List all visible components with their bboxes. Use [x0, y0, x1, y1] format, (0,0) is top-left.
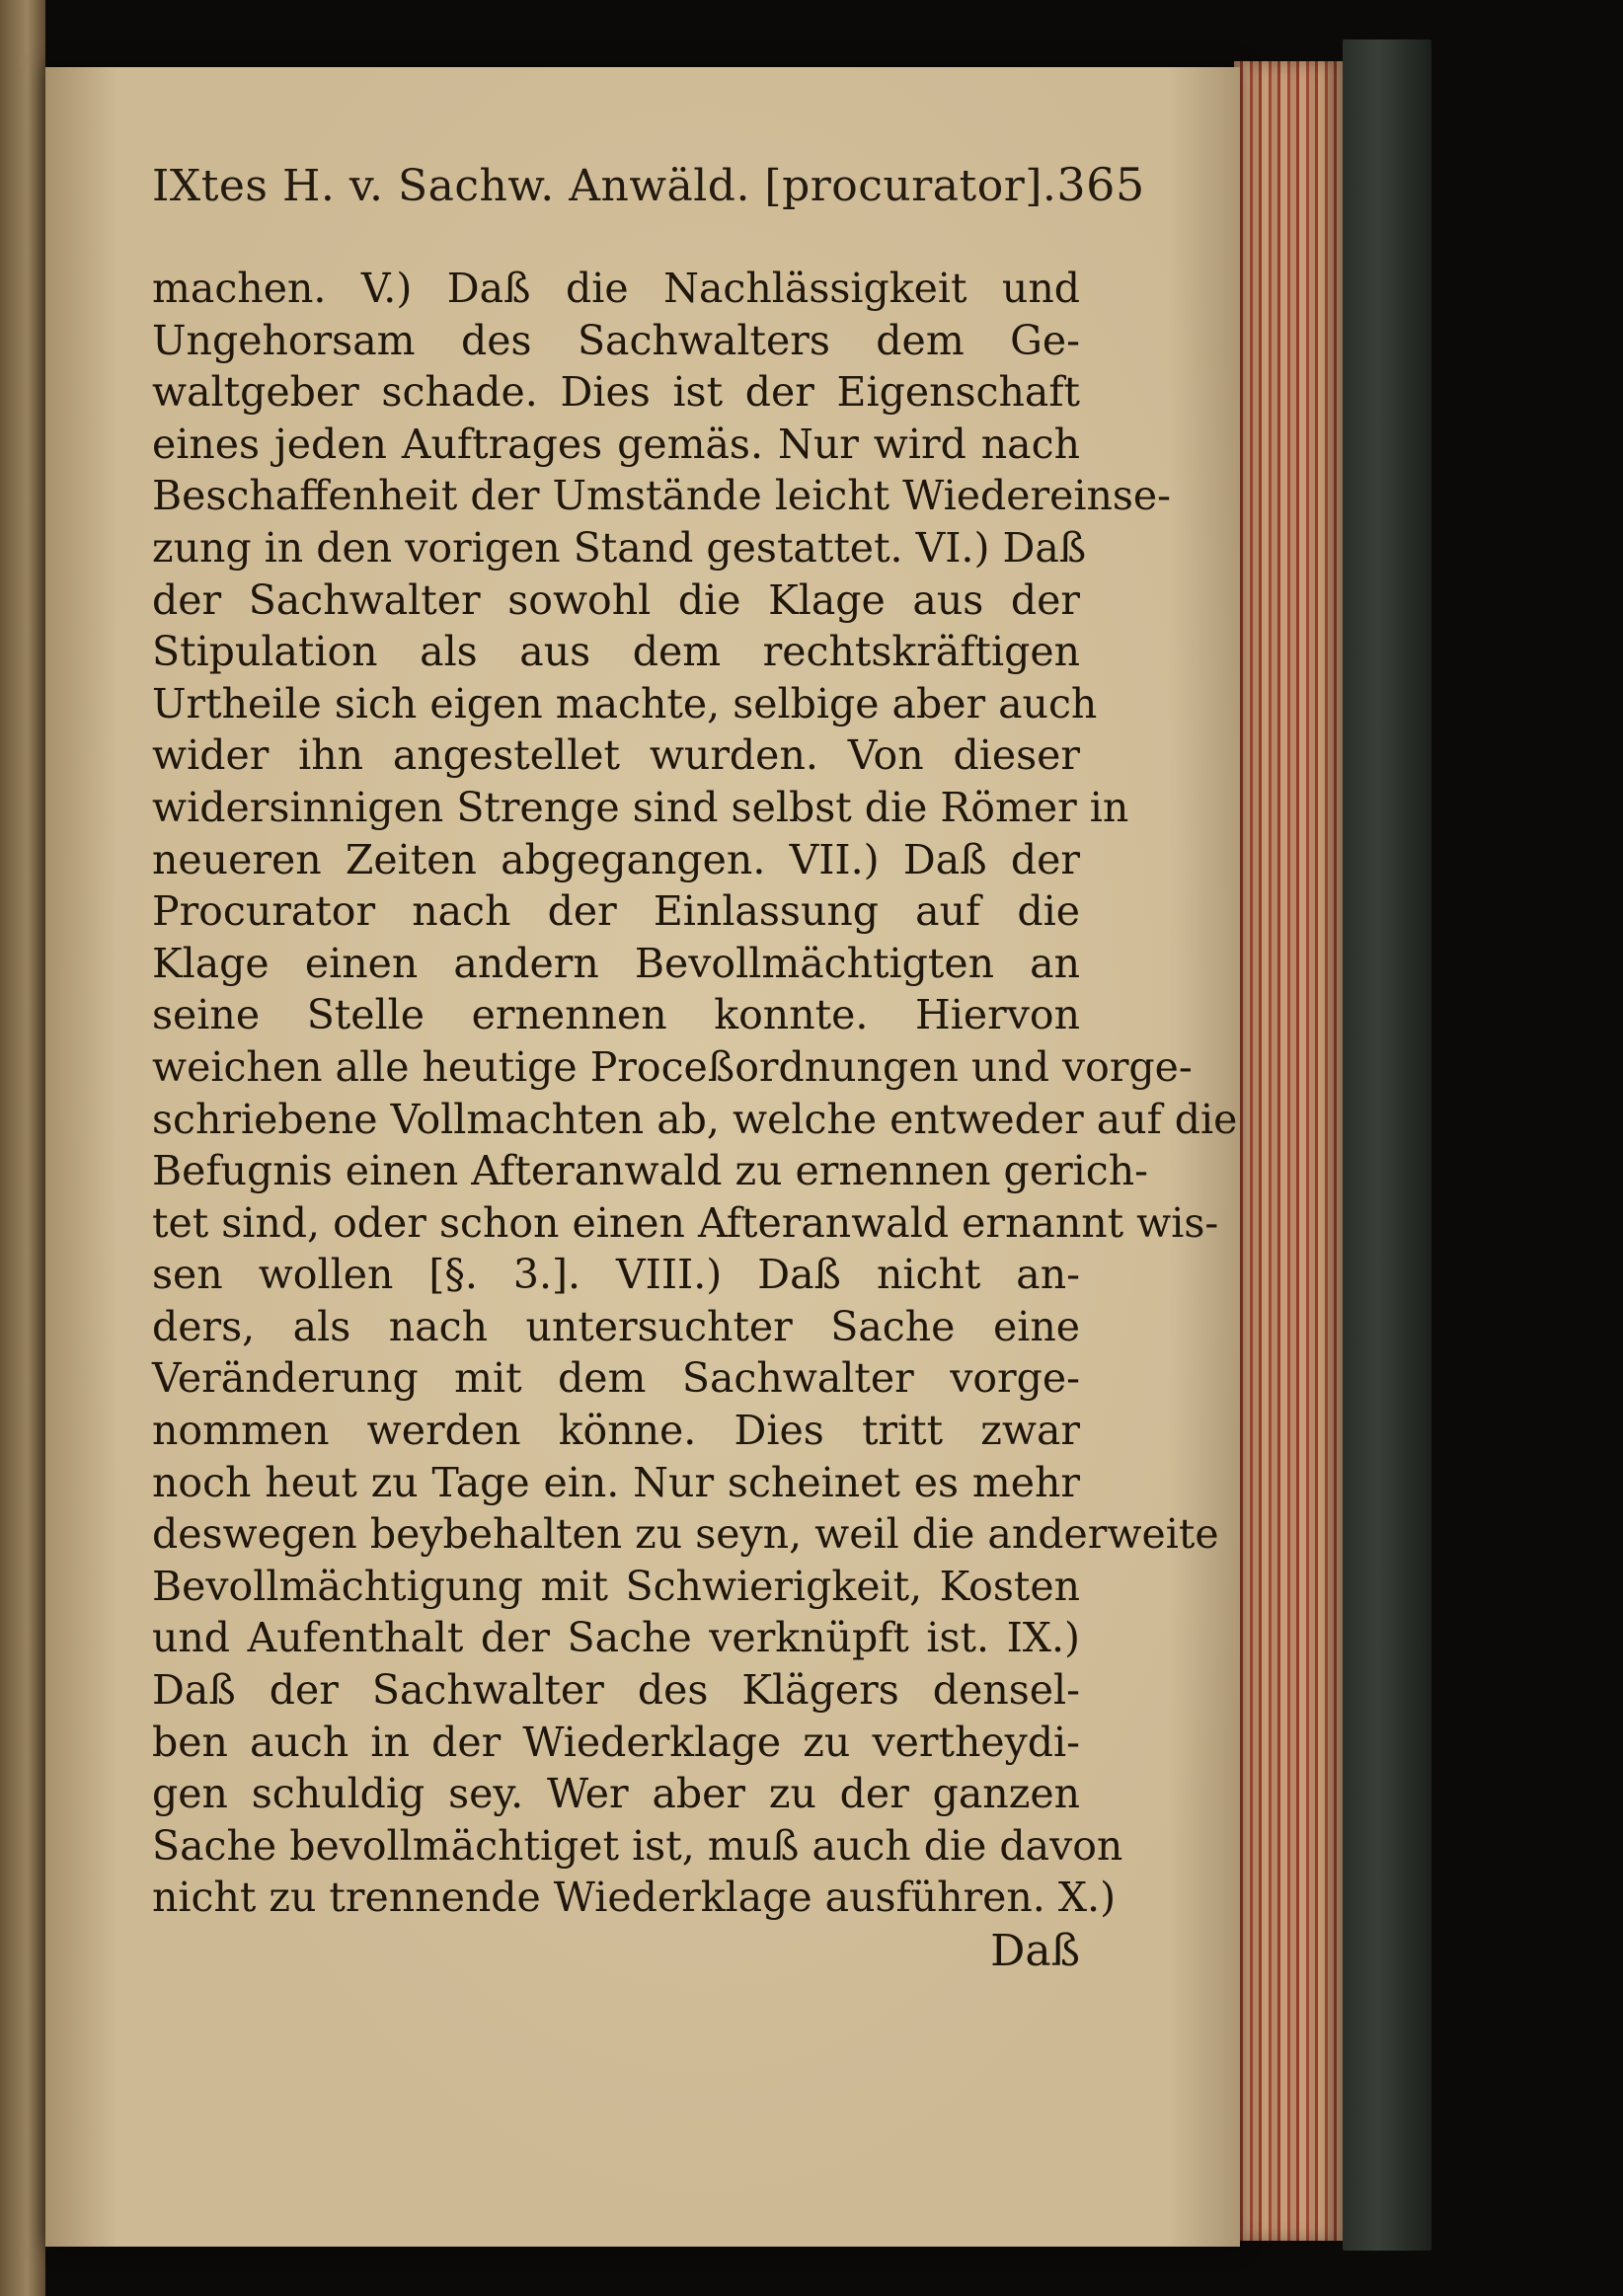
text-line: schriebene Vollmachten ab, welche entweder auf die	[152, 1095, 1238, 1143]
page-content	[152, 158, 1238, 1976]
text-line: deswegen beybehalten zu seyn, weil die anderweite	[152, 1510, 1219, 1559]
text-line: ders, als nach untersuchter Sache eine	[152, 1302, 1080, 1350]
text-line: Stipulation als aus dem rechtskräftigen	[152, 628, 1080, 676]
running-head	[152, 158, 1145, 211]
text-line: nicht zu trennende Wiederklage ausführen. X.)	[152, 1874, 1117, 1922]
text-line: seine Stelle ernennen konnte. Hiervon	[152, 991, 1080, 1039]
text-line: Befugnis einen Afteranwald zu ernennen gerich-	[152, 1147, 1149, 1195]
text-line: nommen werden könne. Dies tritt zwar	[152, 1407, 1080, 1455]
text-line: waltgeber schade. Dies ist der Eigenschaft	[152, 368, 1080, 417]
text-line: wider ihn angestellet wurden. Von dieser	[152, 731, 1080, 780]
text-line: zung in den vorigen Stand gestattet. VI.) Daß	[152, 523, 1087, 572]
text-line: Bevollmächtigung mit Schwierigkeit, Kosten	[152, 1562, 1080, 1610]
running-head-title: IXtes H. v. Sachw. Anwäld. [procurator].	[152, 161, 1057, 211]
facing-page-edge	[0, 0, 45, 2296]
text-line: sen wollen [§. 3.]. VIII.) Daß nicht an-	[152, 1251, 1080, 1299]
text-line: und Aufenthalt der Sache verknüpft ist. IX.)	[152, 1614, 1080, 1662]
text-line: Ungehorsam des Sachwalters dem Ge-	[152, 316, 1080, 364]
text-line: noch heut zu Tage ein. Nur scheinet es mehr	[152, 1458, 1080, 1506]
book-page	[45, 67, 1240, 2247]
body-text	[152, 263, 1238, 1924]
text-line: machen. V.) Daß die Nachlässigkeit und	[152, 265, 1080, 312]
text-line: weichen alle heutige Proceßordnungen und vorge-	[152, 1042, 1193, 1091]
book-cover	[1343, 39, 1431, 2251]
text-line: Daß der Sachwalter des Klägers densel-	[152, 1666, 1080, 1715]
text-line: Procurator nach der Einlassung auf die	[152, 887, 1080, 936]
catchword: Daß	[990, 1926, 1080, 1976]
text-line: der Sachwalter sowohl die Klage aus der	[152, 575, 1080, 624]
text-line: Klage einen andern Bevollmächtigten an	[152, 939, 1080, 987]
text-line: ben auch in der Wiederklage zu vertheydi-	[152, 1718, 1080, 1766]
text-line: Veränderung mit dem Sachwalter vorge-	[152, 1354, 1080, 1403]
text-line: tet sind, oder schon einen Afteranwald ernannt wis-	[152, 1198, 1219, 1247]
page-edges	[1234, 61, 1343, 2241]
text-line: gen schuldig sey. Wer aber zu der ganzen	[152, 1770, 1080, 1818]
text-line: Urtheile sich eigen machte, selbige aber auch	[152, 679, 1098, 727]
text-line: eines jeden Auftrages gemäs. Nur wird nach	[152, 420, 1080, 468]
text-line: widersinnigen Strenge sind selbst die Römer in	[152, 783, 1129, 831]
text-line: Beschaffenheit der Umstände leicht Wiedereinse-	[152, 472, 1172, 520]
text-line: Sache bevollmächtiget ist, muß auch die davon	[152, 1821, 1123, 1870]
page-number: 365	[1056, 158, 1145, 211]
text-line: neueren Zeiten abgegangen. VII.) Daß der	[152, 835, 1080, 883]
